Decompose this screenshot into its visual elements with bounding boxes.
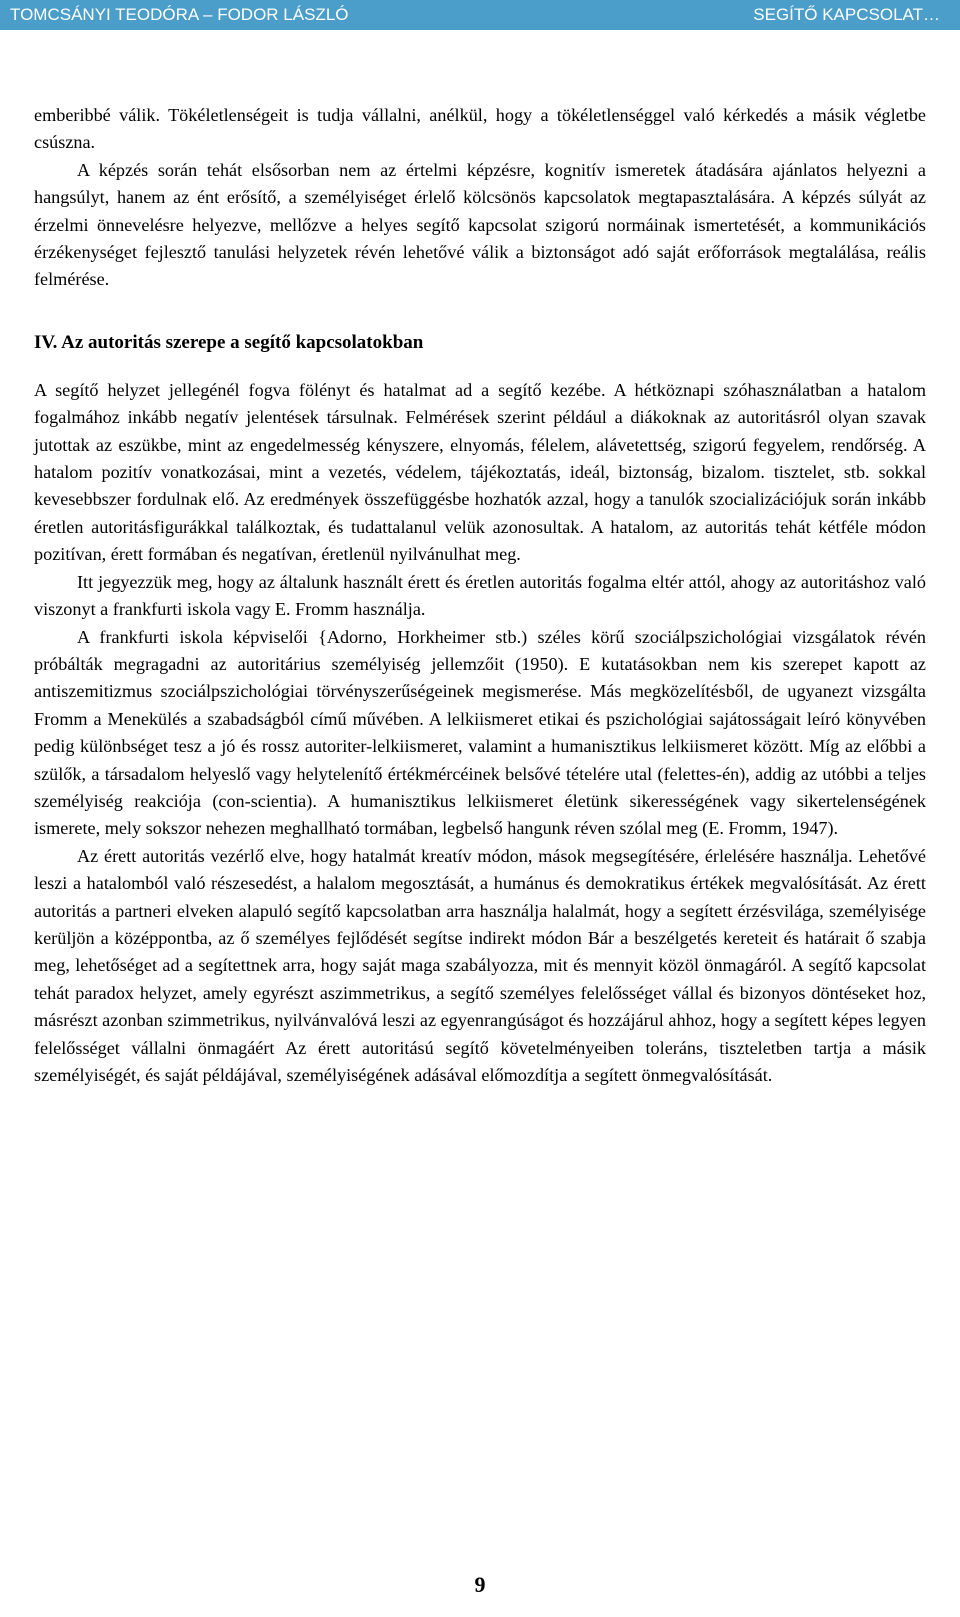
header-authors: TOMCSÁNYI TEODÓRA – FODOR LÁSZLÓ [10,5,349,24]
paragraph: Itt jegyezzük meg, hogy az általunk használt érett és éretlen autoritás fogalma eltér attól, ahogy az autoritáshoz való viszonyt a frankfurti iskola vagy E. Fromm használja. [34,571,926,620]
section-heading: IV. Az autoritás szerepe a segítő kapcsolatokban [34,331,424,353]
paragraph: A frankfurti iskola képviselői {Adorno, Horkheimer stb.) széles körű szociálpszichológiai vizsgálatok révén próbálták megragadni az autoritárius személyiség jellemzőit (1950). E kutatásokban nem kis szerepet kapott az antiszemitizmus szociálpszichológiai törvényszerűségeinek megismerése. Más megközelítésből, de ugyanezt vizsgálta Fromm a Menekülés a szabadságból című művében. A lelkiismeret etikai és pszichológiai sajátosságait leíró könyvében pedig különbséget tesz a jó és rossz autoriter-lelkiismeret, valamint a humanisztikus lelkiismeret között. Míg az előbbi a szülők, a társadalom helyeslő vagy helytelenítő értékmércéinek belsővé tételére utal (felettes-én), addig az utóbbi a teljes személyiség reakciója (con-scientia). A humanisztikus lelkiismeret életünk sikerességének vagy sikertelenségének ismerete, mely sokszor nehezen meghallható tormában, legbelső hangunk réven szólal meg (E. Fromm, 1947). [34,626,926,839]
paragraph: emberibbé válik. Tökéletlenségeit is tudja vállalni, anélkül, hogy a tökéletlenséggel való kérkedés a másik végletbe csúszna. [34,105,926,153]
paragraph: A képzés során tehát elsősorban nem az értelmi képzésre, kognitív ismeretek átadására ajánlatos helyezni a hangsúlyt, hanem az ént erősítő, a személyiséget érlelő kölcsönös kapcsolatok megtapasztalására. A képzés súlyát az érzelmi önnevelésre helyezve, mellőzve a helyes segítő kapcsolat szigorú normáinak ismertetését, a kommunikációs érzékenységet fejlesztő tanulási helyzetek révén lehetővé válik a biztonságot adó saját erőforrások megtalálása, reális felmérése. [34,159,926,290]
paragraph: A segítő helyzet jellegénél fogva fölényt és hatalmat ad a segítő kezébe. A hétköznapi szóhasználatban a hatalom fogalmához inkább negatív jelentések társulnak. Felmérések szerint például a diákoknak az autoritásról olyan szavak jutottak az eszükbe, mint az engedelmesség kényszere, elnyomás, félelem, alávetettség, szigorú fegyelem, rendőrség. A hatalom pozitív vonatkozásai, mint a vezetés, védelem, tájékoztatás, ideál, biztonság, bizalom. tisztelet, stb. sokkal kevesebbszer fordulnak elő. Az eredmények összefüggésbe hozhatók azzal, hogy a tanulók szocializációjuk során inkább éretlen autoritásfigurákkal találkoztak, és tudattalanul velük azonosultak. A hatalom, az autoritás tehát kétféle módon pozitívan, érett formában és negatívan, éretlenül nyilvánulhat meg. [34,379,926,565]
running-header [0,0,960,30]
paragraph: Az érett autoritás vezérlő elve, hogy hatalmát kreatív módon, mások megsegítésére, érlelésére használja. Lehetővé leszi a hatalomból való részesedést, a halalom megosztását, a humánus és demokratikus értékek megvalósítását. Az érett autoritás a partneri elveken alapuló segítő kapcsolatban arra használja halalmát, hogy a segített érzésvilága, személyisége kerüljön a középpontba, az ő személyes fejlődését segítse indirekt módon Bár a beszélgetés kereteit és határait ő szabja meg, lehetőséget ad a segítettnek arra, hogy saját maga szabályozza, mit és mennyit közöl önmagáról. A segítő kapcsolat tehát paradox helyzet, amely egyrészt aszimmetrikus, a segítő személyes felelősséget vállal és bizonyos döntéseket hoz, másrészt azonban szimmetrikus, nyilvánvalóvá leszi az egyenrangúságot és hozzájárul ahhoz, hogy a segített képes legyen felelősséget vállalni önmagáért Az érett autoritású segítő követelményeiben toleráns, tiszteletben tartja a másik személyiségét, és saját példájával, személyiségének adásával előmozdítja a segített önmegvalósítását. [34,845,926,1085]
header-title: SEGÍTŐ KAPCSOLAT… [753,5,940,24]
page-body [34,102,926,1089]
page-number: 9 [474,1572,486,1597]
